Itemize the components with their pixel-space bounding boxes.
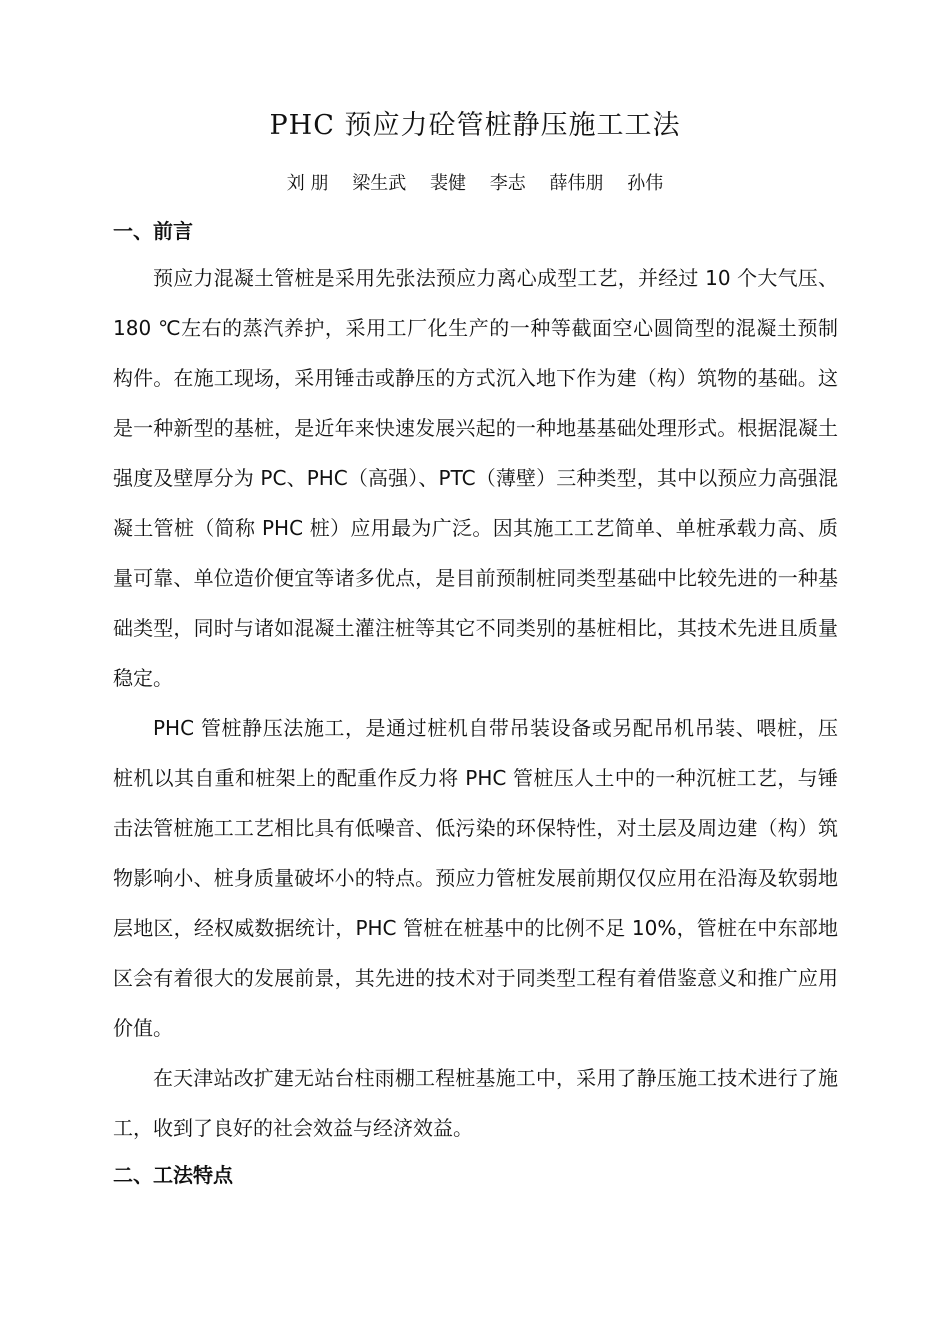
page-title: PHC 预应力砼管桩静压施工工法 <box>269 110 681 141</box>
section-heading-features: 二、工法特点 <box>113 1163 233 1187</box>
author-name: 薛伟朋 <box>549 173 604 194</box>
section-heading-preface: 一、前言 <box>113 219 193 243</box>
preface-paragraph-3: 在天津站改扩建无站台柱雨棚工程桩基施工中，采用了静压施工技术进行了施工，收到了良好的社会效益与经济效益。 <box>113 1066 838 1140</box>
author-name: 梁生武 <box>352 173 407 194</box>
author-name: 裴健 <box>430 173 466 194</box>
author-name: 刘 朋 <box>286 173 329 194</box>
author-name: 李志 <box>489 173 526 194</box>
author-name: 孙伟 <box>627 173 664 194</box>
document-body <box>113 209 838 1197</box>
preface-paragraph-1: 预应力混凝土管桩是采用先张法预应力离心成型工艺，并经过 10 个大气压、180 ℃左右的蒸汽养护，采用工厂化生产的一种等截面空心圆筒型的混凝土预制构件。在施工现场，采用锤击或静压的方式沉入地下作为建（构）筑物的基础。这是一种新型的基桩，是近年来快速发展兴起的一种地基基础处理形式。根据混凝土强度及壁厚分为 PC、PHC（高强）、PTC（薄壁）三种类型，其中以预应力高强混凝土管桩（简称 PHC 桩）应用最为广泛。因其施工工艺简单、单桩承载力高、质量可靠、单位造价便宜等诸多优点，是目前预制桩同类型基础中比较先进的一种基础类型，同时与诸如混凝土灌注桩等其它不同类别的基桩相比，其技术先进且质量稳定。 <box>113 266 838 690</box>
preface-paragraph-2: PHC 管桩静压法施工，是通过桩机自带吊装设备或另配吊机吊装、喂桩，压桩机以其自重和桩架上的配重作反力将 PHC 管桩压人土中的一种沉桩工艺，与锤击法管桩施工工艺相比具有低噪音、低污染的环保特性，对土层及周边建（构）筑物影响小、桩身质量破坏小的特点。预应力管桩发展前期仅仅应用在沿海及软弱地层地区，经权威数据统计，PHC 管桩在桩基中的比例不足 10%，管桩在中东部地区会有着很大的发展前景，其先进的技术对于同类型工程有着借鉴意义和推广应用价值。 <box>113 716 838 1040</box>
author-list <box>0 170 950 198</box>
